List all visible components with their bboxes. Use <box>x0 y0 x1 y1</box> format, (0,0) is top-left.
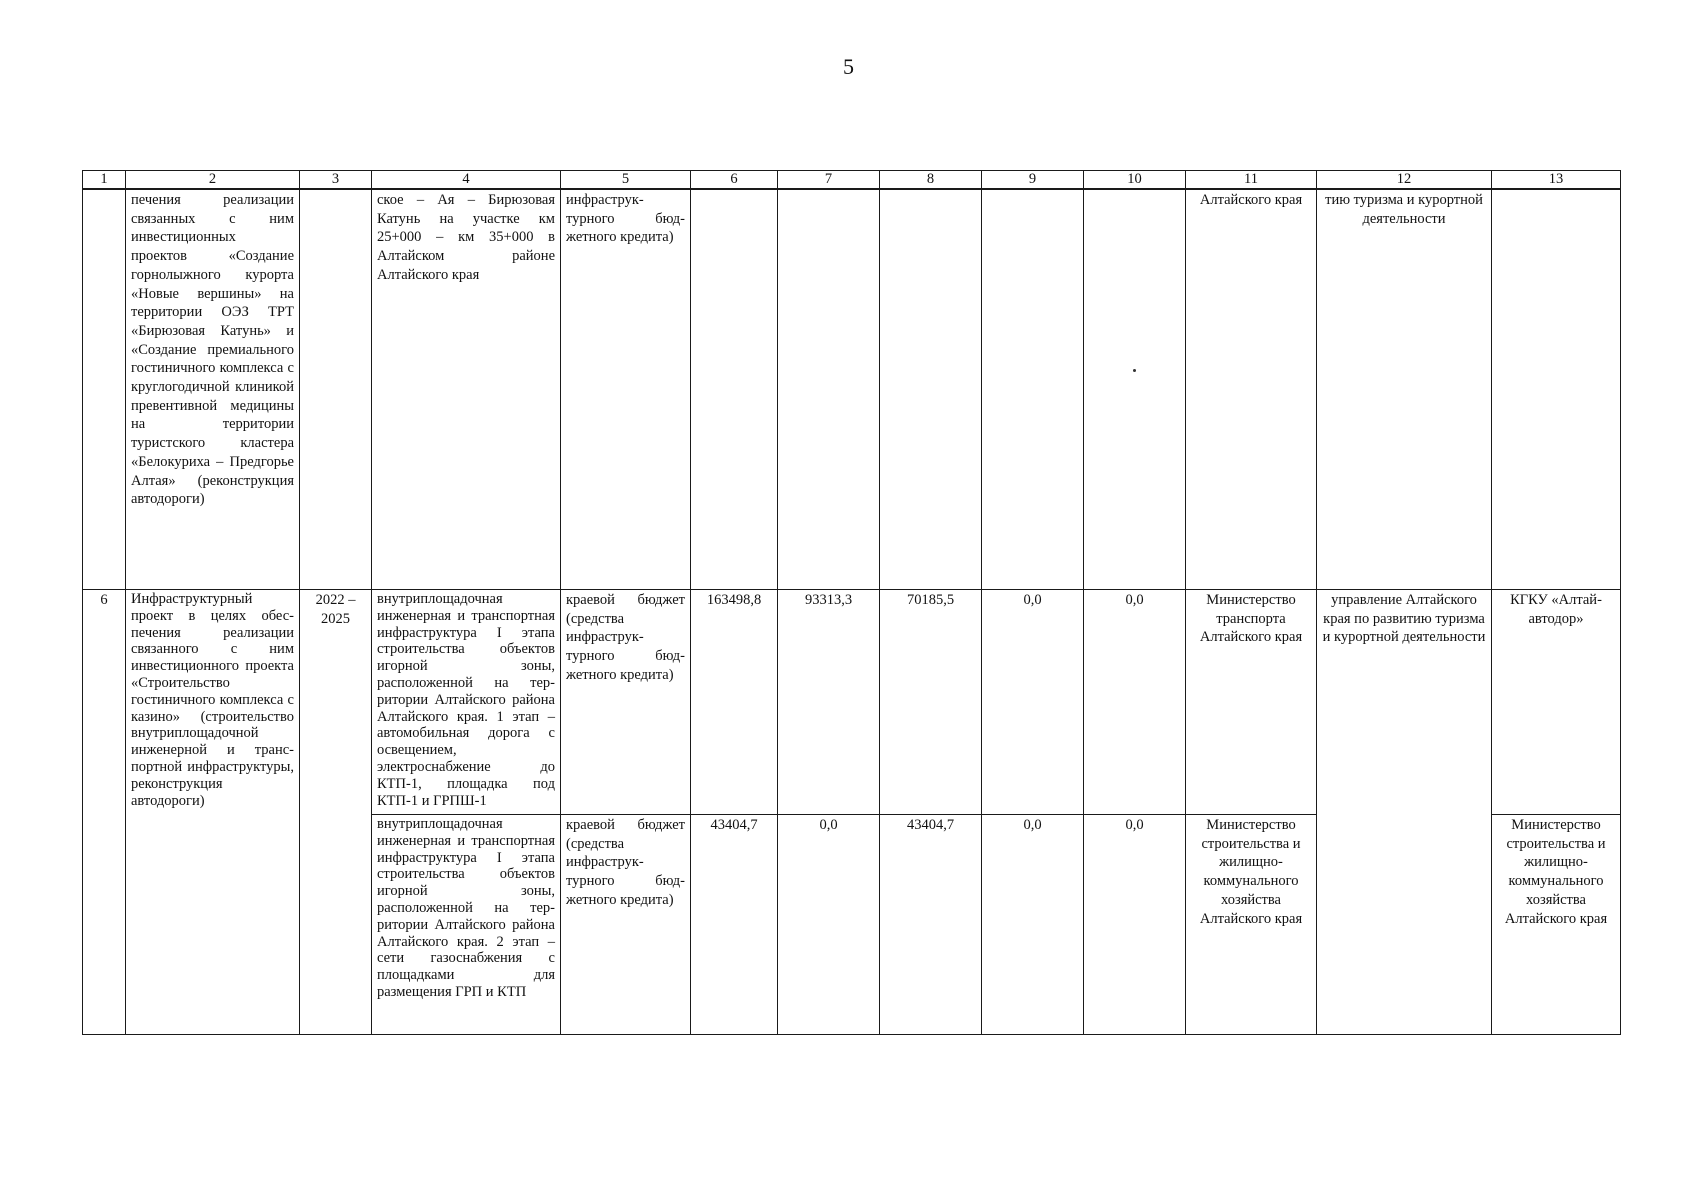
column-number: 8 <box>880 171 982 190</box>
value-cell: 0,0 <box>982 815 1084 1035</box>
executor-cell: КГКУ «Алтайавтодор» <box>1492 590 1621 815</box>
funding-source-cell: краевой бюджет (средства инфраструктурного бюджетного кредита) <box>561 815 691 1035</box>
object-cell: ское – Ая – Бирюзовая Катунь на участке км 25+000 – км 35+000 в Алтайском районе Алтайского края <box>372 189 561 590</box>
value-cell <box>778 189 880 590</box>
column-number: 10 <box>1084 171 1186 190</box>
object-cell: внутриплощадочная инженерная и транспортная инфраструктура I этапа строительства объектов игорной зоны, расположенной на территории Алтайского района Алтайского края. 1 этап – автомобильная дорога с освещением, электроснабжение до КТП-1, площадка под КТП-1 и ГРПШ-1 <box>372 590 561 815</box>
object-cell: внутриплощадочная инженерная и транспортная инфраструктура I этапа строительства объектов игорной зоны, расположенной на территории Алтайского района Алтайского края. 2 этап – сети газоснабжения с площадками для размещения ГРП и КТП <box>372 815 561 1035</box>
responsible-cell: Министерство транспорта Алтайского края <box>1186 590 1317 815</box>
page-number: 5 <box>843 54 854 79</box>
total-value-cell: 163498,8 <box>691 590 778 815</box>
coordinator-cell: тию туризма и курортной деятельности <box>1317 189 1492 590</box>
value-cell: 93313,3 <box>778 590 880 815</box>
value-cell: 0,0 <box>1084 590 1186 815</box>
value-cell <box>982 189 1084 590</box>
column-number: 3 <box>300 171 372 190</box>
coordinator-cell: управление Алтайского края по развитию туризма и курортной деятельности <box>1317 590 1492 1035</box>
scan-speck <box>1133 369 1136 372</box>
value-cell: 0,0 <box>778 815 880 1035</box>
column-number: 12 <box>1317 171 1492 190</box>
column-number: 4 <box>372 171 561 190</box>
column-number-row <box>83 171 1621 190</box>
executor-cell: Министерство строительства и жилищно-коммунального хозяйства Алтайского края <box>1492 815 1621 1035</box>
value-cell <box>691 189 778 590</box>
funding-source-cell: инфраструктурного бюджетного кредита) <box>561 189 691 590</box>
value-cell: 43404,7 <box>880 815 982 1035</box>
row-number-cell: 6 <box>83 590 126 1035</box>
funding-source-cell: краевой бюджет (средства инфраструктурного бюджетного кредита) <box>561 590 691 815</box>
period-cell <box>300 189 372 590</box>
responsible-cell: Министерство строительства и жилищно-коммунального хозяйства Алтайского края <box>1186 815 1317 1035</box>
column-number: 7 <box>778 171 880 190</box>
value-cell: 0,0 <box>982 590 1084 815</box>
executor-cell <box>1492 189 1621 590</box>
project-name-cell: Инфраструктурный проект в целях обеспечения реализации связанного с ним инвестиционного проекта «Строительство гостиничного комплекса с казино» (строительство внутриплощадочной инженерной и транспортной инфраструктуры, реконструкция автодороги) <box>126 590 300 1035</box>
row-number-cell <box>83 189 126 590</box>
column-number: 1 <box>83 171 126 190</box>
program-table <box>82 170 1621 1035</box>
value-cell <box>1084 189 1186 590</box>
project-name-cell: печения реализации связанных с ним инвестиционных проектов «Создание горнолыжного курорта «Новые вершины» на территории ОЭЗ ТРТ «Бирюзовая Катунь» и «Создание премиального гостиничного комплекса с круглогодичной клиникой превентивной медицины на территории туристского кластера «Белокуриха – Предгорье Алтая» (реконструкция автодороги) <box>126 189 300 590</box>
value-cell <box>880 189 982 590</box>
value-cell: 0,0 <box>1084 815 1186 1035</box>
column-number: 6 <box>691 171 778 190</box>
period-cell: 2022 – 2025 <box>300 590 372 1035</box>
column-number: 2 <box>126 171 300 190</box>
value-cell: 70185,5 <box>880 590 982 815</box>
column-number: 11 <box>1186 171 1317 190</box>
table-row-6 <box>83 590 1621 815</box>
column-number: 13 <box>1492 171 1621 190</box>
column-number: 9 <box>982 171 1084 190</box>
responsible-cell: Алтайского края <box>1186 189 1317 590</box>
total-value-cell: 43404,7 <box>691 815 778 1035</box>
column-number: 5 <box>561 171 691 190</box>
table-row-continuation <box>83 189 1621 590</box>
